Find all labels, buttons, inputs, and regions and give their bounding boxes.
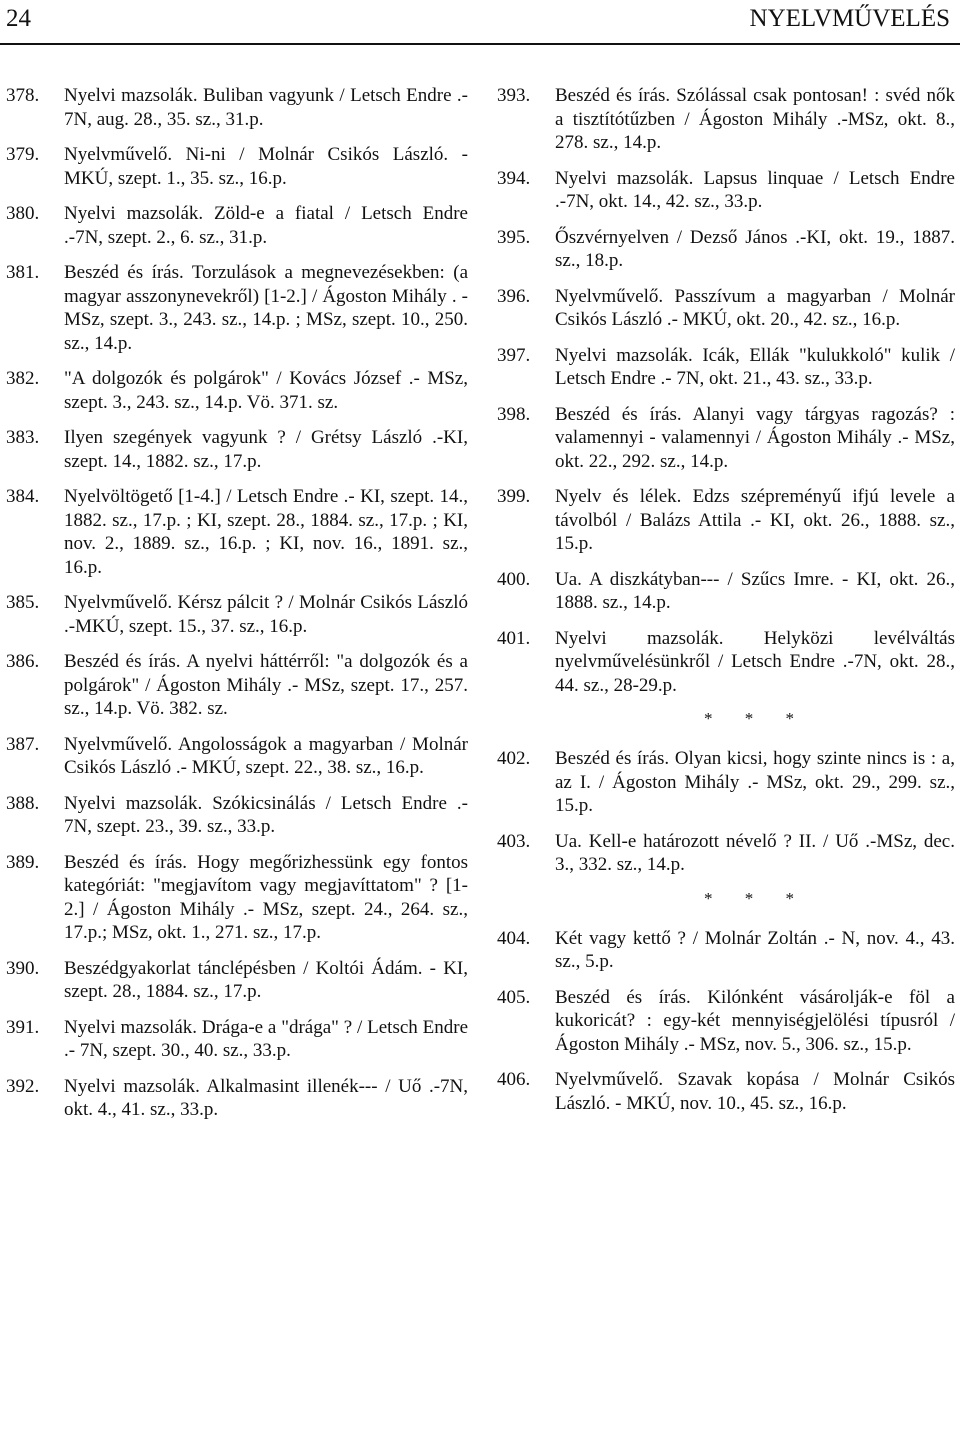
entry-number: 389. [6, 851, 40, 873]
entry-text: Nyelv és lélek. Edzs szépreményű ifjú levele a távolból / Balázs Attila .- KI, okt. 26., 1888. sz., 15.p. [555, 486, 955, 554]
page-number: 24 [6, 5, 31, 32]
entry-number: 401. [497, 627, 531, 649]
entry-text: Beszéd és írás. Olyan kicsi, hogy szinte nincs is : a, az I. / Ágoston Mihály .- MSz, okt. 29., 299. sz., 15.p. [555, 748, 955, 816]
entry-number: 385. [6, 592, 40, 613]
entry-text: Ua. Kell-e határozott névelő ? II. / Uő .-MSz, dec. 3., 332. sz., 14.p. [555, 830, 955, 875]
entry-text: Beszéd és írás. A nyelvi háttérről: "a dolgozók és a polgárok" / Ágoston Mihály .- MSz, szept. 17., 257. sz., 14.p. Vö. 382. sz. [64, 651, 468, 719]
entry-text: Beszéd és írás. Alanyi vagy tárgyas ragozás? : valamennyi - valamennyi / Ágoston Mihály .- MSz, okt. 22., 292. sz., 14.p. [555, 403, 955, 472]
bibliography-entry [6, 367, 468, 414]
entry-number: 400. [497, 568, 531, 590]
entry-number: 398. [497, 403, 531, 425]
bibliography-entry [6, 650, 468, 721]
entry-number: 403. [497, 830, 531, 852]
entry-text: Nyelvi mazsolák. Drága-e a "drága" ? / Letsch Endre .- 7N, szept. 30., 40. sz., 33.p. [64, 1016, 468, 1061]
bibliography-entry [497, 485, 955, 556]
right-column [497, 84, 955, 1127]
section-title: NYELVMŰVELÉS [749, 5, 950, 32]
bibliography-entry [6, 1075, 468, 1122]
bibliography-entry [6, 591, 468, 638]
page-header [0, 0, 960, 46]
entry-text: Nyelvművelő. Kérsz pálcit ? / Molnár Csikós László .-MKÚ, szept. 15., 37. sz., 16.p. [64, 592, 468, 637]
entry-text: Nyelvművelő. Angolosságok a magyarban / Molnár Csikós László .- MKÚ, szept. 22., 38. sz., 16.p. [64, 733, 468, 778]
bibliography-entry [497, 167, 955, 214]
entry-number: 391. [6, 1016, 40, 1038]
entry-number: 402. [497, 748, 531, 769]
entry-text: Nyelvi mazsolák. Helyközi levélváltás nyelvművelésünkről / Letsch Endre .-7N, okt. 28., 44. sz., 28-29.p. [555, 627, 955, 696]
bibliography-entry [6, 426, 468, 473]
entry-text: Két vagy kettő ? / Molnár Zoltán .- N, nov. 4., 43. sz., 5.p. [555, 927, 955, 972]
entry-number: 381. [6, 262, 40, 283]
entry-text: "A dolgozók és polgárok" / Kovács József .- MSz, szept. 3., 243. sz., 14.p. Vö. 371. sz. [64, 368, 468, 413]
entry-text: Beszéd és írás. Hogy megőrizhessünk egy fontos kategóriát: "megjavítom vagy megjavíttatom" ? [1-2.] / Ágoston Mihály .- MSz, szept. 24., 264. sz., 17.p.; MSz, okt. 1., 271. sz., 17.p. [64, 851, 468, 943]
bibliography-entry [497, 568, 955, 615]
entry-text: Őszvérnyelven / Dezső János .-KI, okt. 19., 1887. sz., 18.p. [555, 226, 955, 271]
entry-number: 383. [6, 427, 40, 448]
entry-number: 380. [6, 203, 40, 224]
bibliography-entry [497, 344, 955, 391]
bibliography-entry [6, 202, 468, 249]
bibliography-entry [6, 143, 468, 190]
entry-text: Beszéd és írás. Torzulások a megnevezésekben: (a magyar asszonynevekről) [1-2.] / Ágoston Mihály . - MSz, szept. 3., 243. sz., 14.p. ; MSz, szept. 10., 250. sz., 14.p. [64, 262, 468, 354]
entry-number: 396. [497, 285, 531, 307]
entry-text: Nyelvművelő. Passzívum a magyarban / Molnár Csikós László .- MKÚ, okt. 20., 42. sz., 16.p. [555, 285, 955, 330]
entry-number: 386. [6, 651, 40, 672]
entry-text: Nyelvművelő. Szavak kopása / Molnár Csikós László. - MKÚ, nov. 10., 45. sz., 16.p. [555, 1069, 955, 1114]
bibliography-entry [6, 792, 468, 839]
entry-number: 406. [497, 1069, 531, 1090]
bibliography-entry [6, 957, 468, 1004]
left-column [6, 84, 468, 1134]
entry-number: 382. [6, 368, 40, 389]
bibliography-entry [497, 927, 955, 974]
bibliography-entry [497, 830, 955, 877]
entry-text: Beszéd és írás. Szólással csak pontosan! : svéd nők a tisztítótűzben / Ágoston Mihály .-MSz, okt. 8., 278. sz., 14.p. [555, 85, 955, 153]
entry-number: 379. [6, 144, 40, 165]
entry-number: 393. [497, 85, 531, 106]
entry-number: 394. [497, 167, 531, 189]
entry-number: 404. [497, 927, 531, 949]
entry-number: 399. [497, 486, 531, 507]
bibliography-entry [497, 403, 955, 474]
entry-number: 378. [6, 85, 40, 106]
entry-text: Nyelvi mazsolák. Szókicsinálás / Letsch Endre .- 7N, szept. 23., 39. sz., 33.p. [64, 792, 468, 837]
entry-text: Beszéd és írás. Kilónként vásárolják-e föl a kukoricát? : egy-két mennyiségjelölési típusról / Ágoston Mihály .- MSz, nov. 5., 306. sz., 15.p. [555, 986, 955, 1055]
entry-number: 395. [497, 226, 531, 248]
entry-number: 392. [6, 1075, 40, 1097]
entry-number: 387. [6, 733, 40, 755]
bibliography-entry [497, 285, 955, 332]
entry-text: Nyelvművelő. Ni-ni / Molnár Csikós László. - MKÚ, szept. 1., 35. sz., 16.p. [64, 144, 468, 189]
bibliography-entry [497, 747, 955, 818]
bibliography-entry [497, 627, 955, 698]
entry-text: Ua. A diszkátyban--- / Szűcs Imre. - KI, okt. 26., 1888. sz., 14.p. [555, 568, 955, 613]
bibliography-entry [6, 1016, 468, 1063]
section-separator: * * * [704, 709, 808, 728]
entry-text: Nyelvi mazsolák. Zöld-e a fiatal / Letsch Endre .-7N, szept. 2., 6. sz., 31.p. [64, 203, 468, 248]
bibliography-entry [497, 1068, 955, 1115]
entry-text: Nyelvi mazsolák. Buliban vagyunk / Letsch Endre .- 7N, aug. 28., 35. sz., 31.p. [64, 85, 468, 130]
entry-number: 388. [6, 792, 40, 814]
entry-number: 405. [497, 986, 531, 1008]
bibliography-entry [497, 226, 955, 273]
bibliography-entry [497, 986, 955, 1057]
bibliography-entry [6, 261, 468, 355]
bibliography-entry [6, 851, 468, 945]
entry-text: Ilyen szegények vagyunk ? / Grétsy László .-KI, szept. 14., 1882. sz., 17.p. [64, 427, 468, 472]
entry-number: 397. [497, 344, 531, 366]
bibliography-entry [6, 84, 468, 131]
entry-text: Nyelvi mazsolák. Lapsus linquae / Letsch Endre .-7N, okt. 14., 42. sz., 33.p. [555, 167, 955, 212]
section-separator: * * * [704, 888, 808, 908]
entry-text: Beszédgyakorlat tánclépésben / Koltói Ádám. - KI, szept. 28., 1884. sz., 17.p. [64, 957, 468, 1002]
header-rule [0, 43, 960, 45]
entry-text: Nyelvöltögető [1-4.] / Letsch Endre .- KI, szept. 14., 1882. sz., 17.p. ; KI, szept. 28., 1884. sz., 17.p. ; KI, nov. 2., 1889. sz., 16.p. ; KI, nov. 16., 1891. sz., 16.p. [64, 486, 468, 578]
entry-text: Nyelvi mazsolák. Alkalmasint illenék--- / Uő .-7N, okt. 4., 41. sz., 33.p. [64, 1075, 468, 1120]
entry-number: 384. [6, 486, 40, 507]
bibliography-entry [6, 485, 468, 579]
bibliography-entry [6, 733, 468, 780]
entry-text: Nyelvi mazsolák. Icák, Ellák "kulukkoló" kulik / Letsch Endre .- 7N, okt. 21., 43. sz., 33.p. [555, 344, 955, 389]
entry-number: 390. [6, 957, 40, 979]
bibliography-entry [497, 84, 955, 155]
